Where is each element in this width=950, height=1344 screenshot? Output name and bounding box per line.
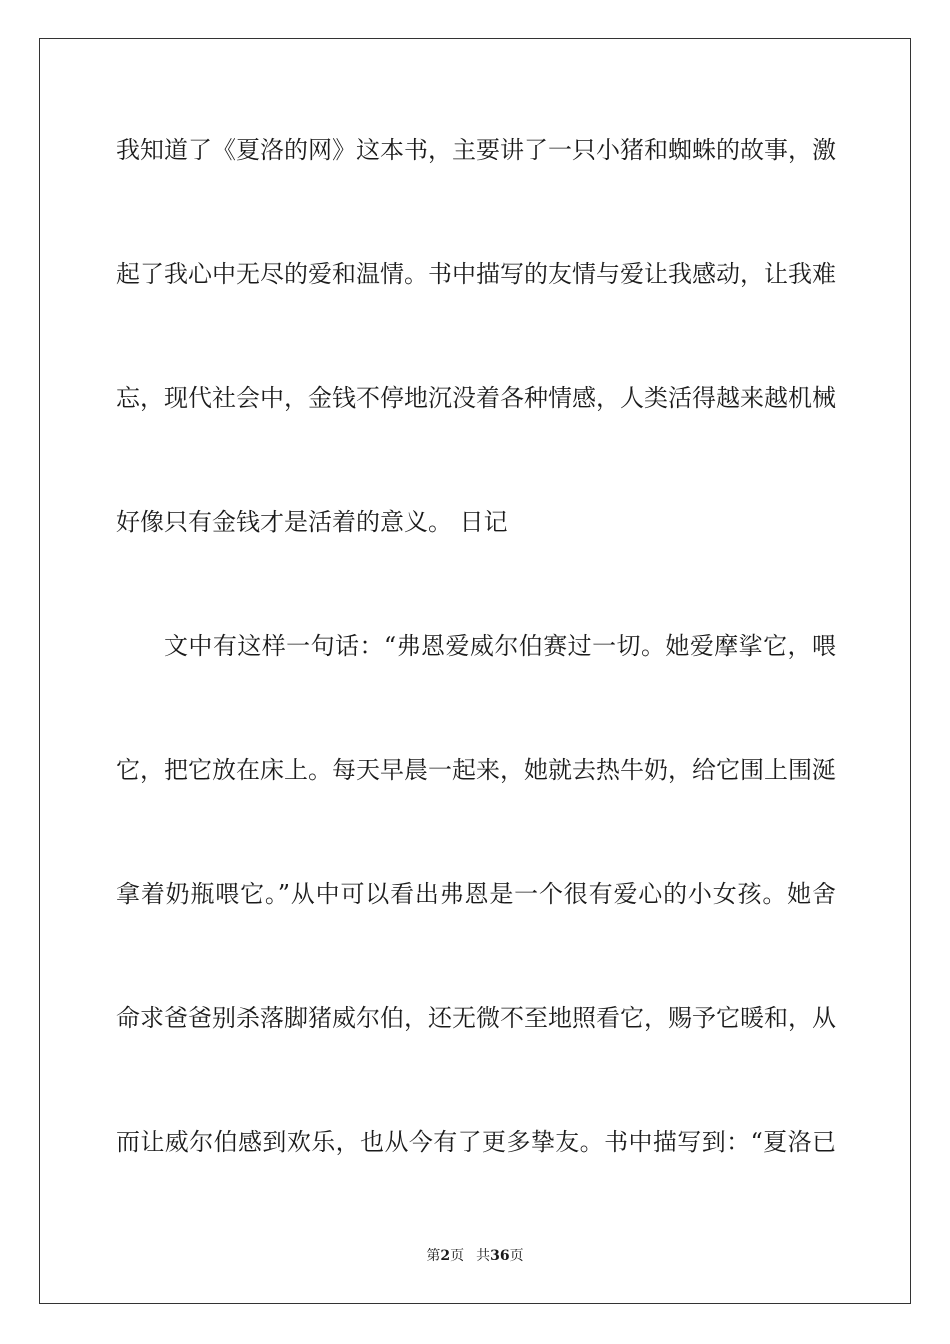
body-line-2: 起了我心中无尽的爱和温情。书中描写的友情与爱让我感动，让我难 bbox=[116, 260, 836, 288]
body-line-6: 它，把它放在床上。每天早晨一起来，她就去热牛奶，给它围上围涎 bbox=[116, 756, 836, 784]
page-footer bbox=[0, 1247, 950, 1265]
total-pages: 36 bbox=[490, 1248, 510, 1264]
body-line-5: 文中有这样一句话：“弗恩爱威尔伯赛过一切。她爱摩挲它，喂 bbox=[164, 632, 836, 660]
page-prefix: 第 bbox=[426, 1248, 441, 1264]
page-number: 2 bbox=[440, 1248, 451, 1264]
body-line-3: 忘，现代社会中，金钱不停地沉没着各种情感，人类活得越来越机械 bbox=[116, 384, 836, 412]
total-suffix: 页 bbox=[509, 1248, 524, 1264]
body-line-8: 命求爸爸别杀落脚猪威尔伯，还无微不至地照看它，赐予它暖和，从 bbox=[116, 1004, 836, 1032]
page-suffix: 页 bbox=[450, 1248, 465, 1264]
body-line-4: 好像只有金钱才是活着的意义。 日记 bbox=[116, 508, 508, 536]
body-line-7: 拿着奶瓶喂它。”从中可以看出弗恩是一个很有爱心的小女孩。她舍 bbox=[116, 880, 836, 908]
body-line-9: 而让威尔伯感到欢乐，也从今有了更多挚友。书中描写到：“夏洛已 bbox=[116, 1128, 836, 1156]
body-line-1: 我知道了《夏洛的网》这本书，主要讲了一只小猪和蜘蛛的故事，激 bbox=[116, 136, 836, 164]
page-border bbox=[39, 38, 911, 1304]
total-prefix: 共 bbox=[476, 1248, 491, 1264]
